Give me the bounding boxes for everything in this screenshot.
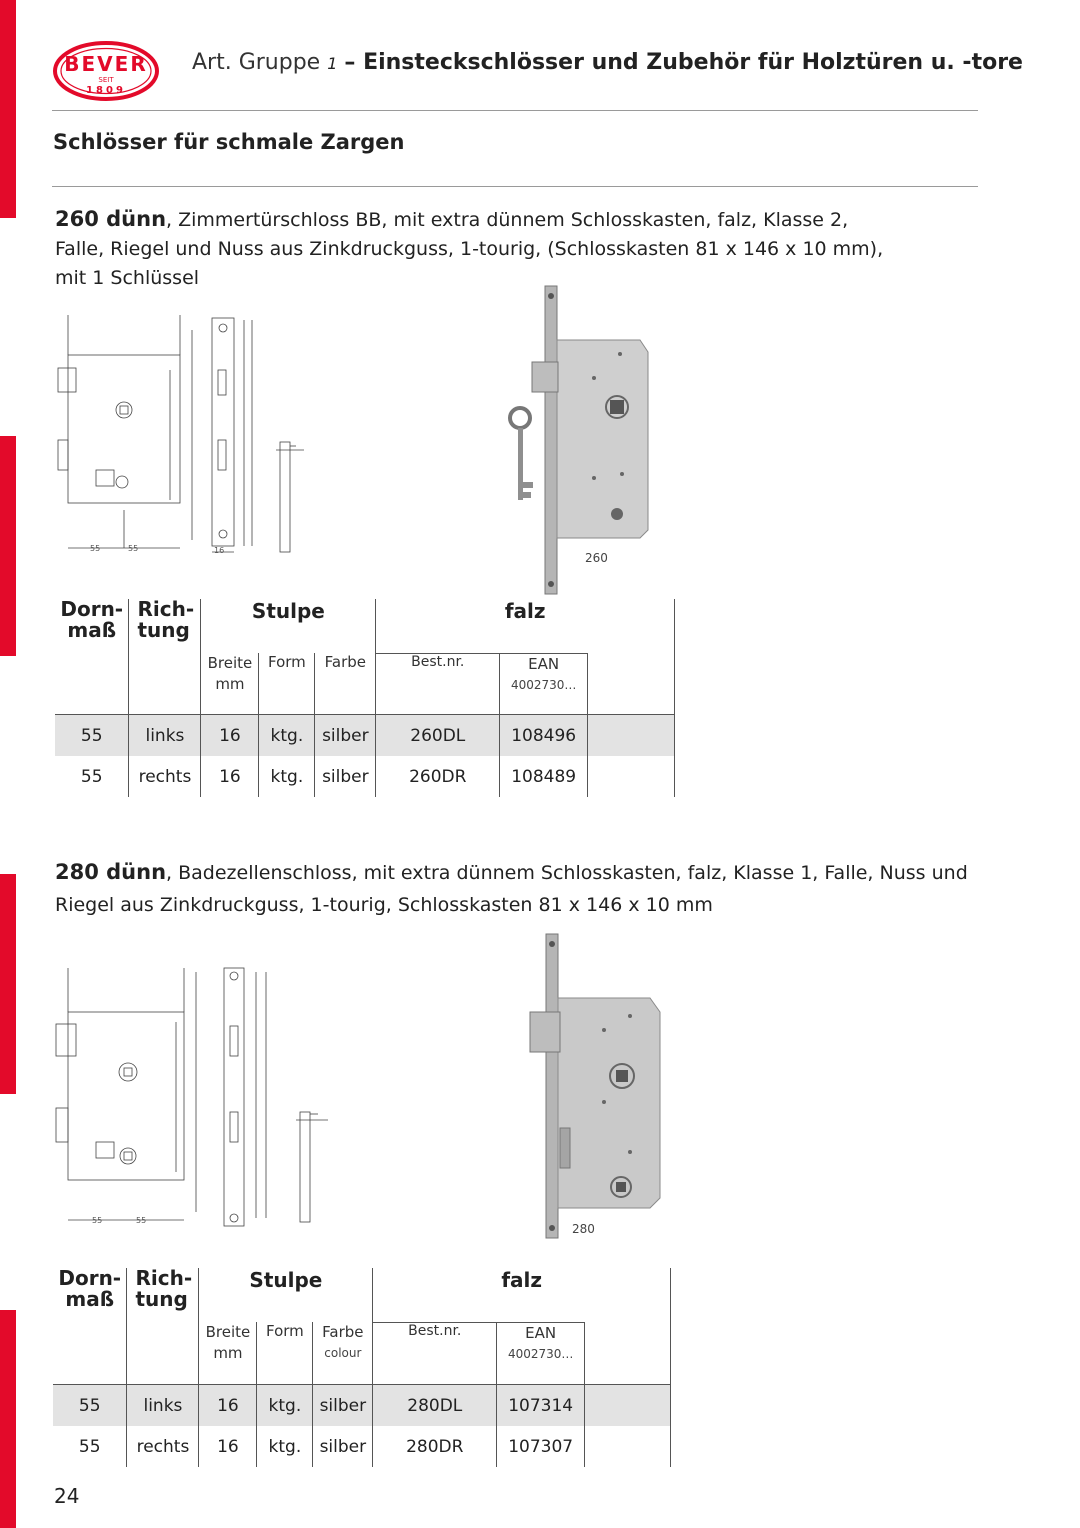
page-header xyxy=(192,50,1023,75)
header-richtung: tung xyxy=(137,618,190,642)
svg-text:BEVER: BEVER xyxy=(64,52,148,76)
spec-table xyxy=(53,1268,671,1467)
cell-breite: 16 xyxy=(199,1426,257,1467)
header-stulpe: Stulpe xyxy=(201,599,376,653)
cell-dorn: 55 xyxy=(55,715,129,757)
cell-richtung: links xyxy=(127,1385,199,1427)
section-rule xyxy=(52,186,978,187)
header-richtung: Rich- xyxy=(137,597,195,621)
cell-richtung: links xyxy=(129,715,201,757)
technical-drawing xyxy=(52,310,322,560)
dimension-label: 16 xyxy=(214,546,225,555)
cell-bestnr: 280DL xyxy=(373,1385,497,1427)
product-photo xyxy=(520,932,670,1244)
photo-caption: 280 xyxy=(572,1222,595,1236)
header-breite: Breite xyxy=(205,1323,251,1341)
cell-breite: 16 xyxy=(199,1385,257,1427)
header-dornmass: maß xyxy=(65,1287,115,1311)
header-ean: EAN xyxy=(528,654,560,673)
description-line: Falle, Riegel und Nuss aus Zinkdruckguss, 1-tourig, (Schlosskasten 81 x 146 x 10 mm), xyxy=(55,238,884,260)
side-marker xyxy=(0,874,16,1094)
cell-breite: 16 xyxy=(201,756,259,797)
cell-form: ktg. xyxy=(259,715,315,757)
cell-ean: 108496 xyxy=(500,715,588,757)
product-photo xyxy=(500,282,660,600)
header-dornmass: Dorn- xyxy=(58,1266,122,1290)
header-stulpe: Stulpe xyxy=(199,1268,373,1322)
header-form: Form xyxy=(257,1322,313,1385)
header-breite-unit: mm xyxy=(213,1344,243,1362)
product-name: 260 dünn xyxy=(55,207,167,231)
dimension-label: 55 xyxy=(90,544,101,553)
cell-ean: 107307 xyxy=(497,1426,585,1467)
table-row xyxy=(53,1426,671,1467)
header-richtung: tung xyxy=(135,1287,188,1311)
cell-farbe: silber xyxy=(315,715,376,757)
dimension-label: 55 xyxy=(92,1216,103,1225)
header-prefix: Art. Gruppe xyxy=(192,50,321,75)
header-falz: falz xyxy=(376,599,675,653)
page-number: 24 xyxy=(54,1484,80,1508)
header-farbe: Farbe xyxy=(322,1323,364,1341)
svg-text:1809: 1809 xyxy=(86,85,126,96)
cell-breite: 16 xyxy=(201,715,259,757)
product-name: 280 dünn xyxy=(55,860,167,884)
photo-caption: 260 xyxy=(585,551,608,565)
dimension-label: 55 xyxy=(128,544,139,553)
header-group-number: 1 xyxy=(327,54,338,73)
product-description xyxy=(55,205,883,293)
cell-farbe: silber xyxy=(313,1426,373,1467)
cell-dorn: 55 xyxy=(53,1426,127,1467)
description-line: , Zimmertürschloss BB, mit extra dünnem Schlosskasten, falz, Klasse 2, xyxy=(166,209,849,231)
header-bestnr: Best.nr. xyxy=(376,653,500,715)
cell-form: ktg. xyxy=(257,1426,313,1467)
cell-farbe: silber xyxy=(315,756,376,797)
dimension-label: 55 xyxy=(136,1216,147,1225)
table-row xyxy=(55,756,675,797)
header-richtung: Rich- xyxy=(135,1266,193,1290)
cell-ean: 107314 xyxy=(497,1385,585,1427)
header-bestnr: Best.nr. xyxy=(373,1322,497,1385)
header-breite: Breite xyxy=(207,654,253,672)
cell-ean: 108489 xyxy=(500,756,588,797)
header-rule xyxy=(52,110,978,111)
cell-richtung: rechts xyxy=(127,1426,199,1467)
product-description xyxy=(55,856,968,921)
description-line: , Badezellenschloss, mit extra dünnem Schlosskasten, falz, Klasse 1, Falle, Nuss und xyxy=(166,862,968,884)
side-marker xyxy=(0,0,16,218)
side-marker xyxy=(0,436,16,656)
cell-form: ktg. xyxy=(257,1385,313,1427)
technical-drawing xyxy=(52,962,342,1232)
header-falz: falz xyxy=(373,1268,671,1322)
cell-form: ktg. xyxy=(259,756,315,797)
table-row xyxy=(55,715,675,757)
section-title: Schlösser für schmale Zargen xyxy=(53,130,405,154)
cell-bestnr: 260DL xyxy=(376,715,500,757)
header-ean: EAN xyxy=(525,1323,557,1342)
header-form: Form xyxy=(259,653,315,715)
header-dornmass: Dorn- xyxy=(60,597,124,621)
cell-bestnr: 260DR xyxy=(376,756,500,797)
cell-richtung: rechts xyxy=(129,756,201,797)
header-title: – Einsteckschlösser und Zubehör für Holztüren u. -tore xyxy=(344,50,1023,75)
header-breite-unit: mm xyxy=(215,675,245,693)
header-colour: colour xyxy=(324,1346,362,1360)
header-farbe: Farbe xyxy=(315,653,376,715)
bever-logo xyxy=(52,40,160,102)
cell-dorn: 55 xyxy=(55,756,129,797)
svg-text:SEIT: SEIT xyxy=(98,76,114,84)
header-dornmass: maß xyxy=(67,618,117,642)
description-line: mit 1 Schlüssel xyxy=(55,267,200,289)
cell-dorn: 55 xyxy=(53,1385,127,1427)
cell-bestnr: 280DR xyxy=(373,1426,497,1467)
header-ean-prefix: 4002730… xyxy=(507,1346,574,1361)
cell-farbe: silber xyxy=(313,1385,373,1427)
header-ean-prefix: 4002730… xyxy=(510,677,577,692)
spec-table xyxy=(55,599,675,797)
table-row xyxy=(53,1385,671,1427)
description-line: Riegel aus Zinkdruckguss, 1-tourig, Schlosskasten 81 x 146 x 10 mm xyxy=(55,894,713,916)
side-marker xyxy=(0,1310,16,1528)
